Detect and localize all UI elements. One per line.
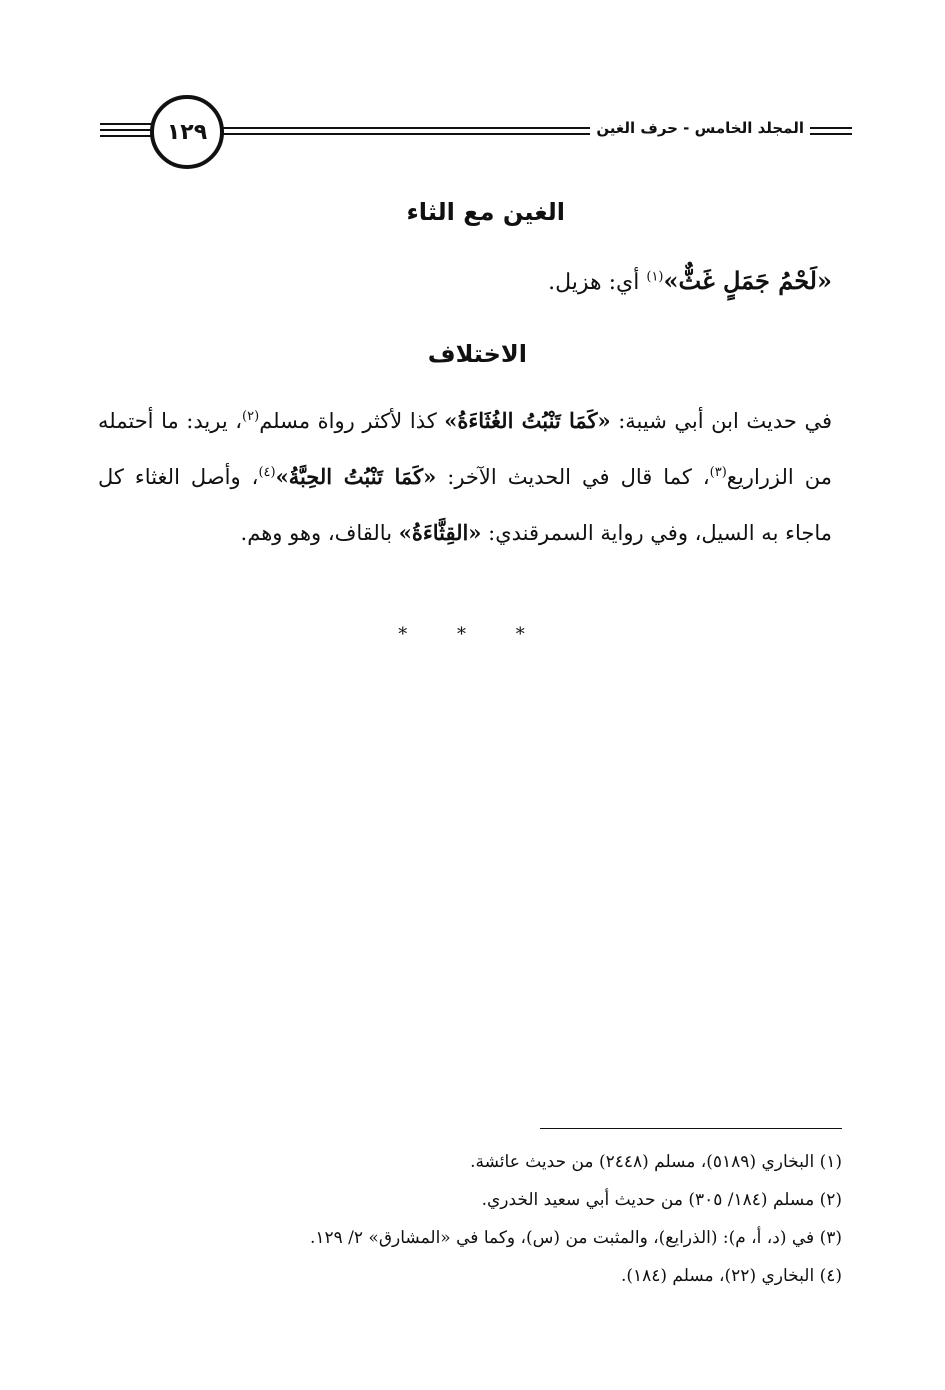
running-head: المجلد الخامس - حرف الغين [590,119,810,137]
para-text-5: ، وأصل الغثاء كل ماجاء به السيل، وفي رواية السمرقندي: [98,465,832,545]
para-text-2: كذا لأكثر رواة مسلم [259,409,445,433]
footnote-4: (٤) البخاري (٢٢)، مسلم (١٨٤). [620,1266,842,1286]
footnote-ref-2: (٢) [242,409,260,424]
footnote-ref-1: (١) [646,269,664,285]
footnote-2: (٢) مسلم (١٨٤/ ٣٠٥) من حديث أبي سعيد الخدري. [481,1190,842,1210]
footnote-3: (٣) في (د، أ، م): (الذرايع)، والمثبت من (س)، وكما في «المشارق» ٢/ ١٢٩. [309,1228,842,1248]
footnote-ref-3: (٣) [709,465,727,480]
footnote-ref-4: (٤) [258,465,276,480]
para-text-1: في حديث ابن أبي شيبة: [610,409,833,433]
section-title: الغين مع الثاء [406,198,565,226]
para-text-4: ، كما قال في الحديث الآخر: [436,465,710,489]
header-rule-left-bottom [100,135,152,137]
quote-ghuthaa: «كَمَا تَنْبُتُ الغُثَاءَةُ» [444,408,611,433]
main-paragraph [98,393,832,561]
entry-head-word: «لَحْمُ جَمَلٍ غَثٌّ» [663,266,832,295]
page-header [100,95,852,175]
page-number: ١٢٩ [150,95,224,169]
header-rule-left-top [100,123,152,125]
header-rule-left-middle [100,129,152,131]
quote-hibba: «كَمَا تَنْبُتُ الحِبَّةُ» [275,464,437,489]
para-text-6: بالقاف، وهو وهم. [240,521,399,545]
quote-qiththaa: «القِثَّاءَةُ» [398,520,482,545]
footnote-rule [540,1128,842,1129]
section-separator: * * * [398,624,547,645]
footnotes [130,1143,842,1295]
footnote-1: (١) البخاري (٥١٨٩)، مسلم (٢٤٤٨) من حديث عائشة. [470,1152,842,1172]
entry-gloss: أي: هزيل. [548,270,647,295]
entry-line [120,266,832,295]
para-text-3: ، يريد: ما أحتمله من الزراريع [98,409,832,489]
subsection-title: الاختلاف [427,340,527,368]
